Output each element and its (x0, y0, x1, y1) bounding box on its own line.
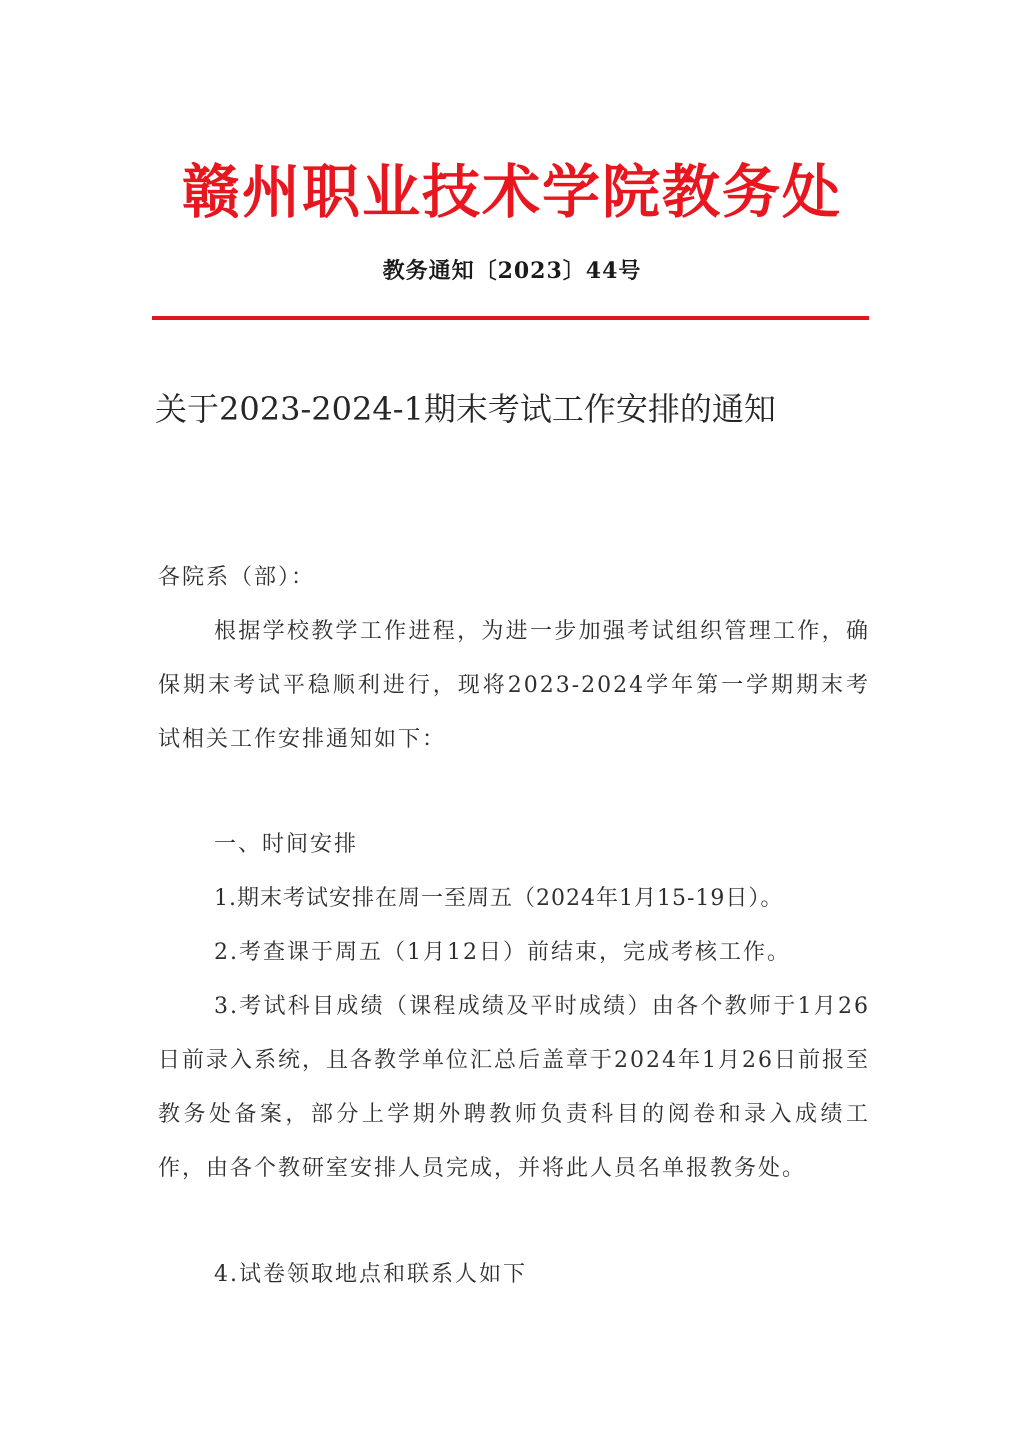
red-divider-line (152, 316, 869, 320)
organization-title: 赣州职业技术学院教务处 (181, 158, 842, 226)
salutation: 各院系（部）： (158, 565, 316, 590)
document-number: 教务通知〔2023〕44号 (382, 258, 642, 284)
list-item: 2.考查课于周五（1月12日）前结束，完成考核工作。 (214, 940, 791, 965)
list-item: 1.期末考试安排在周一至周五（2024年1月15-19日）。 (214, 886, 784, 911)
notice-title: 关于2023-2024-1期末考试工作安排的通知 (155, 390, 776, 428)
section-heading: 一、时间安排 (214, 832, 359, 857)
list-item: 4.试卷领取地点和联系人如下 (214, 1262, 527, 1287)
list-item: 3.考试科目成绩（课程成绩及平时成绩）由各个教师于1月26日前录入系统，且各教学单位汇总后盖章于2024年1月26日前报至教务处备案，部分上学期外聘教师负责科目的阅卷和录入成绩工作，由各个教研室安排人员完成，并将此人员名单报教务处。 (158, 994, 870, 1181)
intro-paragraph: 根据学校教学工作进程，为进一步加强考试组织管理工作，确保期末考试平稳顺利进行，现将2023-2024学年第一学期期末考试相关工作安排通知如下： (158, 619, 870, 752)
